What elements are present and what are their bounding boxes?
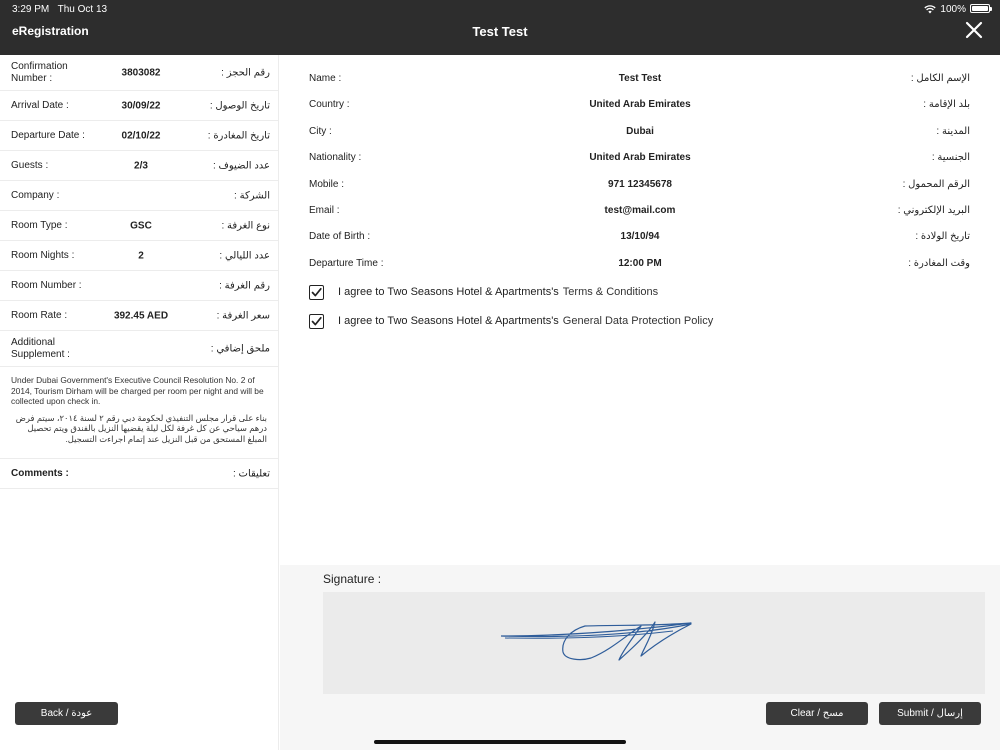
status-date: Thu Oct 13 bbox=[57, 4, 108, 15]
reservation-field-label: Room Nights : bbox=[11, 249, 75, 261]
notice-english: Under Dubai Government's Executive Council Resolution No. 2 of 2014, Tourism Dirham will be charged per room per night and will be collected upon check in. bbox=[11, 375, 264, 406]
guest-row bbox=[280, 95, 1000, 115]
guest-field-label: City : bbox=[309, 125, 332, 137]
terms-conditions-link[interactable]: Terms & Conditions bbox=[562, 286, 659, 298]
guest-field-label-arabic: الجنسية : bbox=[931, 152, 970, 164]
reservation-row bbox=[0, 55, 278, 91]
gdpr-checkbox[interactable] bbox=[309, 314, 324, 329]
app-title: eRegistration bbox=[12, 24, 89, 38]
reservation-field-label-arabic: الشركة : bbox=[234, 190, 270, 201]
reservation-field-label: Company : bbox=[11, 189, 60, 201]
battery-percent: 100% bbox=[940, 4, 966, 15]
header-bar bbox=[0, 0, 1000, 55]
reservation-field-value: 2/3 bbox=[134, 160, 148, 171]
guest-row bbox=[280, 175, 1000, 195]
guest-row bbox=[280, 148, 1000, 168]
guest-row bbox=[280, 254, 1000, 274]
reservation-row bbox=[0, 241, 278, 271]
reservation-field-label: Additional Supplement : bbox=[11, 336, 70, 360]
comments-label-arabic: تعليقات : bbox=[232, 468, 270, 479]
guest-field-value: test@mail.com bbox=[604, 205, 676, 216]
guest-field-label-arabic: الرقم المحمول : bbox=[902, 178, 970, 190]
reservation-row bbox=[0, 121, 278, 151]
signature-pad[interactable] bbox=[323, 592, 985, 694]
reservation-field-label-arabic: عدد الضيوف : bbox=[212, 160, 270, 171]
reservation-field-label-arabic: تاريخ المغادرة : bbox=[207, 130, 270, 141]
status-indicators bbox=[924, 4, 966, 15]
close-icon[interactable] bbox=[964, 20, 984, 40]
guest-field-label-arabic: وقت المغادرة : bbox=[908, 257, 970, 269]
back-button[interactable]: Back / عودة bbox=[15, 702, 118, 725]
reservation-field-value: GSC bbox=[130, 220, 152, 231]
reservation-field-label: Room Number : bbox=[11, 279, 82, 291]
status-time-value: 3:29 PM bbox=[12, 4, 50, 15]
guest-field-label-arabic: الإسم الكامل : bbox=[910, 73, 970, 84]
checkmark-icon bbox=[311, 287, 322, 298]
reservation-row bbox=[0, 211, 278, 241]
wifi-icon bbox=[924, 5, 936, 14]
reservation-field-label: Arrival Date : bbox=[11, 99, 69, 111]
terms-checkbox[interactable] bbox=[309, 285, 324, 300]
reservation-field-value: 392.45 AED bbox=[113, 310, 169, 321]
guest-field-value: Test Test bbox=[618, 73, 662, 84]
guest-field-value: 971 12345678 bbox=[608, 178, 672, 190]
reservation-field-label: Guests : bbox=[11, 159, 49, 171]
reservation-field-label-arabic: تاريخ الوصول : bbox=[209, 100, 270, 111]
reservation-field-label: Room Type : bbox=[11, 219, 68, 231]
reservation-row bbox=[0, 301, 278, 331]
guest-field-value: United Arab Emirates bbox=[589, 152, 691, 164]
reservation-field-value: 30/09/22 bbox=[121, 100, 161, 111]
clear-signature-button[interactable]: Clear / مسح bbox=[766, 702, 868, 725]
reservation-field-label: Room Rate : bbox=[11, 309, 68, 321]
reservation-row bbox=[0, 271, 278, 301]
comments-row[interactable] bbox=[0, 459, 278, 489]
reservation-field-value: 02/10/22 bbox=[121, 130, 161, 141]
reservation-row bbox=[0, 91, 278, 121]
reservation-field-label-arabic: عدد الليالي : bbox=[219, 250, 270, 261]
reservation-field-label: Departure Date : bbox=[11, 129, 85, 141]
signature-stroke bbox=[323, 592, 985, 694]
reservation-field-value: 3803082 bbox=[121, 67, 161, 78]
guest-field-value: 13/10/94 bbox=[620, 231, 660, 243]
guest-field-label-arabic: بلد الإقامة : bbox=[923, 99, 970, 111]
notice-arabic: بناء على قرار مجلس التنفيذي لحكومة دبي رقم ٢ لسنة ٢٠١٤، سيتم فرض درهم سياحي عن كل غرفة لكل ليلة يقضيها النزيل بالفندق ويتم تحصيل المبلغ المستحق من قبل النزيل عند إتمام اجراءت التسجيل. bbox=[15, 412, 267, 444]
reservation-field-label-arabic: رقم الحجز : bbox=[221, 67, 270, 78]
guest-row bbox=[280, 69, 1000, 89]
guest-field-value: Dubai bbox=[626, 125, 654, 137]
status-time bbox=[12, 4, 107, 15]
guest-field-value: United Arab Emirates bbox=[589, 99, 691, 111]
gdpr-agreement-text: I agree to Two Seasons Hotel & Apartments's bbox=[338, 315, 559, 327]
reservation-row bbox=[0, 181, 278, 211]
guest-field-label: Date of Birth : bbox=[309, 231, 371, 243]
reservation-field-label-arabic: نوع الغرفة : bbox=[221, 220, 270, 231]
reservation-field-label: Confirmation Number : bbox=[11, 60, 68, 84]
guest-field-label-arabic: المدينة : bbox=[936, 125, 970, 137]
gdpr-agreement-row[interactable] bbox=[309, 312, 713, 330]
submit-button[interactable]: Submit / إرسال bbox=[879, 702, 981, 725]
reservation-field-value: 2 bbox=[138, 250, 144, 261]
guest-field-label: Email : bbox=[309, 205, 340, 216]
guest-field-label: Mobile : bbox=[309, 178, 345, 190]
guest-field-label: Departure Time : bbox=[309, 257, 384, 269]
guest-panel bbox=[280, 55, 1000, 750]
guest-field-label: Nationality : bbox=[309, 152, 362, 164]
guest-field-value: 12:00 PM bbox=[618, 257, 662, 269]
guest-field-label-arabic: البريد الإلكتروني : bbox=[897, 205, 970, 216]
reservation-field-label-arabic: ملحق إضافي : bbox=[210, 343, 270, 354]
reservation-field-label-arabic: سعر الغرفة : bbox=[216, 310, 270, 321]
reservation-row bbox=[0, 331, 278, 367]
home-indicator bbox=[374, 740, 626, 744]
reservation-row bbox=[0, 151, 278, 181]
guest-row bbox=[280, 122, 1000, 142]
guest-field-label-arabic: تاريخ الولادة : bbox=[915, 231, 970, 243]
page-title: Test Test bbox=[472, 24, 528, 39]
signature-label: Signature : bbox=[323, 572, 382, 586]
guest-field-label: Country : bbox=[309, 99, 350, 111]
reservation-panel bbox=[0, 55, 279, 750]
terms-agreement-row[interactable] bbox=[309, 283, 658, 301]
guest-row bbox=[280, 201, 1000, 221]
tourism-dirham-notice bbox=[0, 367, 278, 459]
reservation-field-label-arabic: رقم الغرفة : bbox=[219, 280, 270, 291]
guest-row bbox=[280, 227, 1000, 247]
checkmark-icon bbox=[311, 316, 322, 327]
guest-field-label: Name : bbox=[309, 73, 342, 84]
terms-agreement-text: I agree to Two Seasons Hotel & Apartments's bbox=[338, 286, 559, 298]
comments-label: Comments : bbox=[11, 467, 69, 479]
data-protection-policy-link[interactable]: General Data Protection Policy bbox=[562, 315, 714, 327]
battery-icon bbox=[970, 4, 990, 13]
